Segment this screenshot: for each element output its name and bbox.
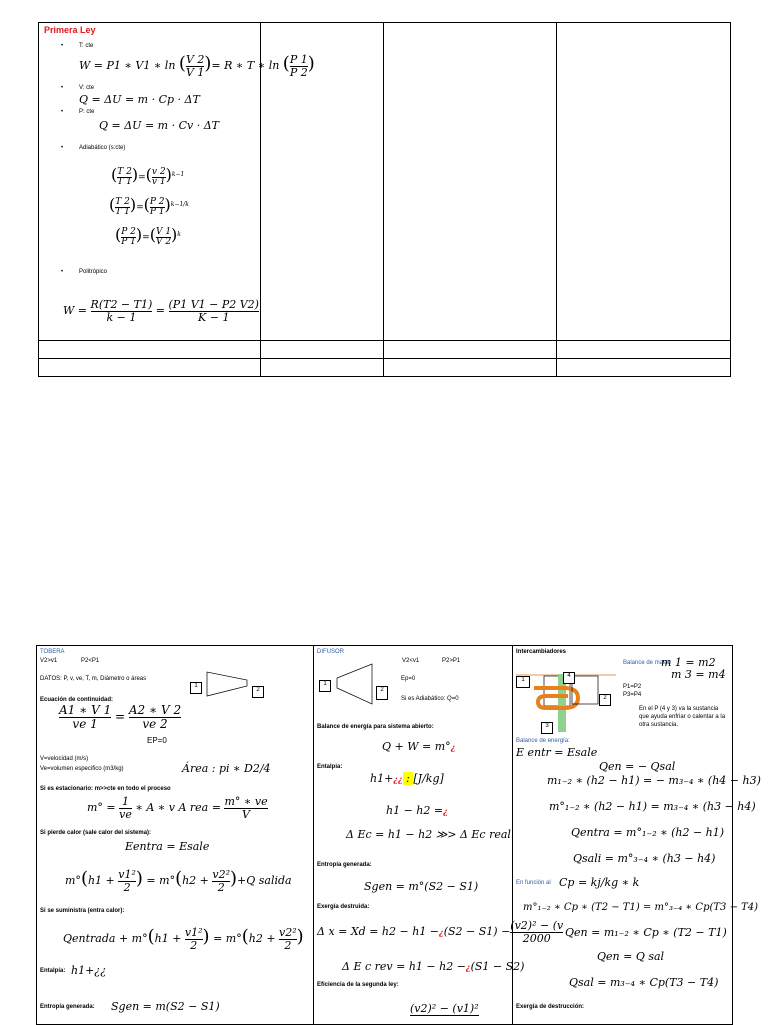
first-law-title: Primera Ley <box>44 25 96 35</box>
tobera-estacionario: Si es estacionario: m>>cte en todo el proceso <box>40 786 171 792</box>
tobera-entalpia-label: Entalpía: <box>40 968 66 974</box>
hx-box-2: 2 <box>599 694 611 706</box>
difusor-entalpia-label: Entalpia: <box>317 764 343 770</box>
tobera-title: TOBERA <box>40 649 65 655</box>
empty-cell <box>261 341 384 359</box>
empty-cell <box>557 23 731 341</box>
eq-q-vcte: Q = ΔU = m · Cp · ΔT <box>79 93 200 106</box>
difusor-ecrev: Δ E c rev = h1 − h2 −¿(S1 − S2) <box>342 960 525 973</box>
hx-qen-qsal2: Qen = Q sal <box>597 950 665 963</box>
difusor-ep: Ep=0 <box>401 676 416 682</box>
eq-m-flow: m° = $\frac{1}{ve}$ ∗ A ∗ v A rea = $\frac{m^\circ ∗ ve}{V}$ <box>87 795 268 821</box>
intercambiadores-cell <box>513 646 761 1025</box>
hx-masa-label: Balance de masa: <box>623 660 672 666</box>
difusor-adiabatico: Si es Adiabático: Q=0 <box>401 696 459 702</box>
tobera-ve-def: Ve=volumen especifico (m3/kg) <box>40 766 124 772</box>
hx-funcion-label: En función al <box>516 880 551 886</box>
first-law-table <box>38 22 731 377</box>
bullet-dot: • <box>61 43 64 49</box>
bullet-adiabatico: Adiabático (s:cte) <box>79 145 126 151</box>
tobera-box-2: 2 <box>252 686 264 698</box>
hx-eentr: E entr = Esale <box>516 746 598 759</box>
difusor-balance-label: Balance de energía para sistema abierto: <box>317 724 434 730</box>
difusor-box-2: 2 <box>376 686 388 700</box>
hx-box-3: 3 <box>541 722 553 734</box>
difusor-entalpia-eq: h1+¿¿ : [J/kg] <box>370 772 444 785</box>
hx-funcion-eq: Cp = kj/kg ∗ k <box>559 876 640 889</box>
tobera-datos: DATOS: P, v, ve, T, m, Diámetro o áreas <box>40 676 147 682</box>
tobera-pierde: Si pierde calor (sale calor del sistema): <box>40 830 152 836</box>
hx-energia-label: Balance de energía: <box>516 738 570 744</box>
hx-qen-qsal: Qen = − Qsal <box>599 760 676 773</box>
empty-cell <box>557 359 731 377</box>
empty-cell <box>39 341 261 359</box>
eq-politropico: W = $\frac{R(T2 - T1)}{k - 1}$ = $\frac{(P1 V1 - P2 V2)}{K - 1}$ <box>63 298 259 324</box>
hx-qentra: Qentra = m°₁₋₂ ∗ (h2 − h1) <box>571 826 725 839</box>
tobera-cond2: P2<P1 <box>81 658 100 664</box>
tobera-entropia-label: Entropía generada: <box>40 1004 95 1010</box>
bullet-t-cte: T: cte <box>79 43 94 49</box>
hx-p1p2: P1=P2 <box>623 684 642 690</box>
difusor-eficiencia-label: Eficiencia de la segunda ley: <box>317 982 399 988</box>
eq-pierde-calor: m°(h1 + $\frac{\text{v1²}}{2}$ ) = m°(h2 + $\frac{\text{v2²}}{2}$ )+Q salida <box>65 867 292 894</box>
first-law-cell: Primera Ley • T: cte W = P1 ∗ V1 ∗ ln ( $\frac{V 2}{V 1}$ )= R ∗ T ∗ ln ( $\frac{P 1}{P 2}$ ) • V: cte Q = ΔU = m · Cp · ΔT • P: cte Q = ΔU = m · Cv · ΔT • Adiabático (s:cte) ( $\frac{T 2}{T 1}$ )=( $\frac{v 2}{v 1}$ )$^{k-1}$ ( $\frac{T 2}{T 1}$ )=( $\frac{P 2}{P 1}$ )$^{k-1/k}$ ( $\frac{P 2}{P 1}$ )=( $\frac{V 1}{V 2}$ )$^k$ • Politrópico W = $\frac{R(T2 - T1)}{k - 1}$ = $\frac{(P1 V1 - P2 V2)}{K - 1}$ <box>39 23 261 341</box>
tobera-cell <box>37 646 314 1025</box>
difusor-h1h2: h1 − h2 =¿ <box>386 804 448 817</box>
eq-w-tcte: W = P1 ∗ V1 ∗ ln ( $\frac{V 2}{V 1}$ )= R ∗ T ∗ ln ( $\frac{P 1}{P 2}$ ) <box>79 52 315 79</box>
hx-box-4-top: 4 <box>563 672 575 684</box>
hx-masa-eq2: m 3 = m4 <box>671 668 726 681</box>
hx-qsal-cp: Qsal = m₃₋₄ ∗ Cp(T3 − T4) <box>569 976 719 989</box>
eq-q-pcte: Q = ΔU = m · Cv · ΔT <box>99 119 219 132</box>
hx-box-1: 1 <box>516 676 530 688</box>
difusor-cond2: P2>P1 <box>442 658 461 664</box>
hx-qen-cp: Qen = m₁₋₂ ∗ Cp ∗ (T2 − T1) <box>565 926 727 939</box>
difusor-entropia-label: Entropía generada: <box>317 862 372 868</box>
empty-cell <box>557 341 731 359</box>
tobera-ep: EP=0 <box>147 736 167 745</box>
tobera-cond1: V2>v1 <box>40 658 58 664</box>
hx-eq-m12: m₁₋₂ ∗ (h2 − h1) = − m₃₋₄ ∗ (h4 − h3) <box>547 774 761 787</box>
hx-qsali: Qsali = m°₃₋₄ ∗ (h3 − h4) <box>573 852 716 865</box>
difusor-sgen: Sgen = m°(S2 − S1) <box>364 880 479 893</box>
difusor-balance-eq: Q + W = m°¿ <box>382 740 456 753</box>
difusor-delta-ec: Δ Ec = h1 − h2 ≫> Δ Ec real <box>346 828 511 841</box>
hx-nota: En el P (4 y 3) va la sustancia que ayuda enfriar o calentar a la otra sustancia. <box>639 706 726 728</box>
hx-p3p4: P3=P4 <box>623 692 642 698</box>
hx-eq-m12b: m°₁₋₂ ∗ (h2 − h1) = m₃₋₄ ∗ (h3 − h4) <box>549 800 756 813</box>
difusor-exergia-eq: Δ x = Xd = h2 − h1 −¿(S2 − S1) − $\frac{\text{(v2)² − (v}}{2000}$ <box>317 919 564 945</box>
difusor-box-1: 1 <box>319 680 331 692</box>
eq-adiabatic-2: ( $\frac{T 2}{T 1}$ )=( $\frac{P 2}{P 1}$ )$^{k-1/k}$ <box>109 195 189 217</box>
tobera-continuidad: Ecuación de continuidad: <box>40 697 114 703</box>
eq-suministra: Qentrada + m°(h1 + $\frac{\text{v1²}}{2}$ ) = m°(h2 + $\frac{\text{v2²}}{2}$ ) <box>63 925 304 952</box>
bullet-v-cte: V: cte <box>79 85 95 91</box>
devices-table <box>36 645 761 1025</box>
tobera-area: Área : pi ∗ D2/4 <box>182 762 271 775</box>
hx-masa-eq1: m 1 = m2 <box>661 656 716 669</box>
difusor-title: DIFUSOR <box>317 649 344 655</box>
difusor-eficiencia-num: (v2)² − (v1)² <box>410 1002 479 1015</box>
difusor-cond1: V2<v1 <box>402 658 420 664</box>
eq-adiabatic-3: ( $\frac{P 2}{P 1}$ )=( $\frac{V 1}{V 2}$ )$^k$ <box>115 225 181 247</box>
hx-eq-cp: m°₁₋₂ ∗ Cp ∗ (T2 − T1) = m°₃₋₄ ∗ Cp(T3 − T4) <box>523 902 759 913</box>
tobera-v-def: V=velocidad (m/s) <box>40 756 89 762</box>
bullet-politropico: Politrópico <box>79 269 108 275</box>
tobera-entropia-eq: Sgen = m(S2 − S1) <box>111 1000 220 1013</box>
tobera-eentra: Eentra = Esale <box>125 840 210 853</box>
empty-cell <box>261 359 384 377</box>
eq-adiabatic-1: ( $\frac{T 2}{T 1}$ )=( $\frac{v 2}{v 1}$ )$^{k-1}$ <box>111 165 185 187</box>
empty-cell <box>39 359 261 377</box>
bullet-p-cte: P: cte <box>79 109 95 115</box>
tobera-box-1: 1 <box>190 682 202 694</box>
difusor-exergia-label: Exergía destruida: <box>317 904 370 910</box>
eq-continuidad: $\frac{A1 ∗ V 1}{ve 1}$ = $\frac{A2 ∗ V 2}{ve 2}$ <box>59 703 182 731</box>
hx-exergia-label: Exergía de destrucción: <box>516 1004 585 1010</box>
tobera-suministra: Si se suministra (entra calor): <box>40 908 125 914</box>
empty-cell <box>384 341 557 359</box>
intercambiadores-title: Intercambiadores <box>516 649 567 655</box>
empty-cell <box>384 23 557 341</box>
empty-cell <box>384 359 557 377</box>
tobera-entalpia-eq: h1+¿¿ <box>71 964 107 977</box>
